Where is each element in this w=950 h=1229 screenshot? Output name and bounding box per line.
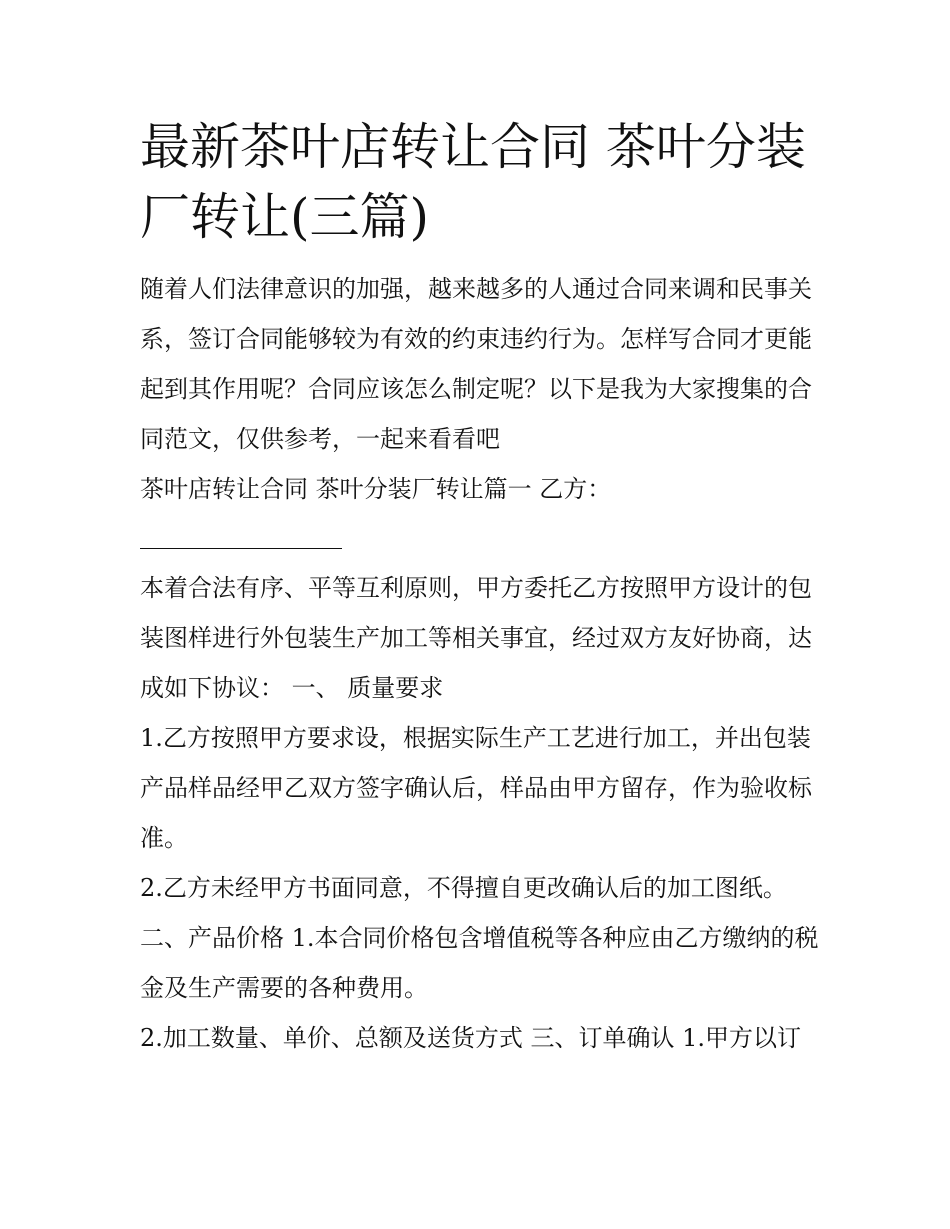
document-body	[140, 112, 820, 1063]
body-paragraph: 二、产品价格 1.本合同价格包含增值税等各种应由乙方缴纳的税金及生产需要的各种费用。	[140, 924, 819, 1002]
body-paragraph: 2.乙方未经甲方书面同意，不得擅自更改确认后的加工图纸。	[140, 874, 787, 902]
body-paragraph: 2.加工数量、单价、总额及送货方式 三、订单确认 1.甲方以订	[140, 1024, 802, 1052]
document-title: 最新茶叶店转让合同 茶叶分装厂转让(三篇)	[140, 118, 806, 246]
section-heading: 茶叶店转让合同 茶叶分装厂转让篇一 乙方：	[140, 475, 612, 503]
intro-paragraph: 随着人们法律意识的加强，越来越多的人通过合同来调和民事关系，签订合同能够较为有效的约束违约行为。怎样写合同才更能起到其作用呢？合同应该怎么制定呢？以下是我为大家搜集的合同范文，仅供参考，一起来看看吧	[140, 275, 812, 453]
signature-blank-line	[140, 548, 342, 549]
body-paragraph: 本着合法有序、平等互利原则，甲方委托乙方按照甲方设计的包装图样进行外包装生产加工等相关事宜，经过双方友好协商，达成如下协议： 一、 质量要求	[140, 574, 812, 702]
body-paragraph: 1.乙方按照甲方要求设，根据实际生产工艺进行加工，并出包装产品样品经甲乙双方签字确认后，样品由甲方留存，作为验收标准。	[140, 724, 812, 852]
